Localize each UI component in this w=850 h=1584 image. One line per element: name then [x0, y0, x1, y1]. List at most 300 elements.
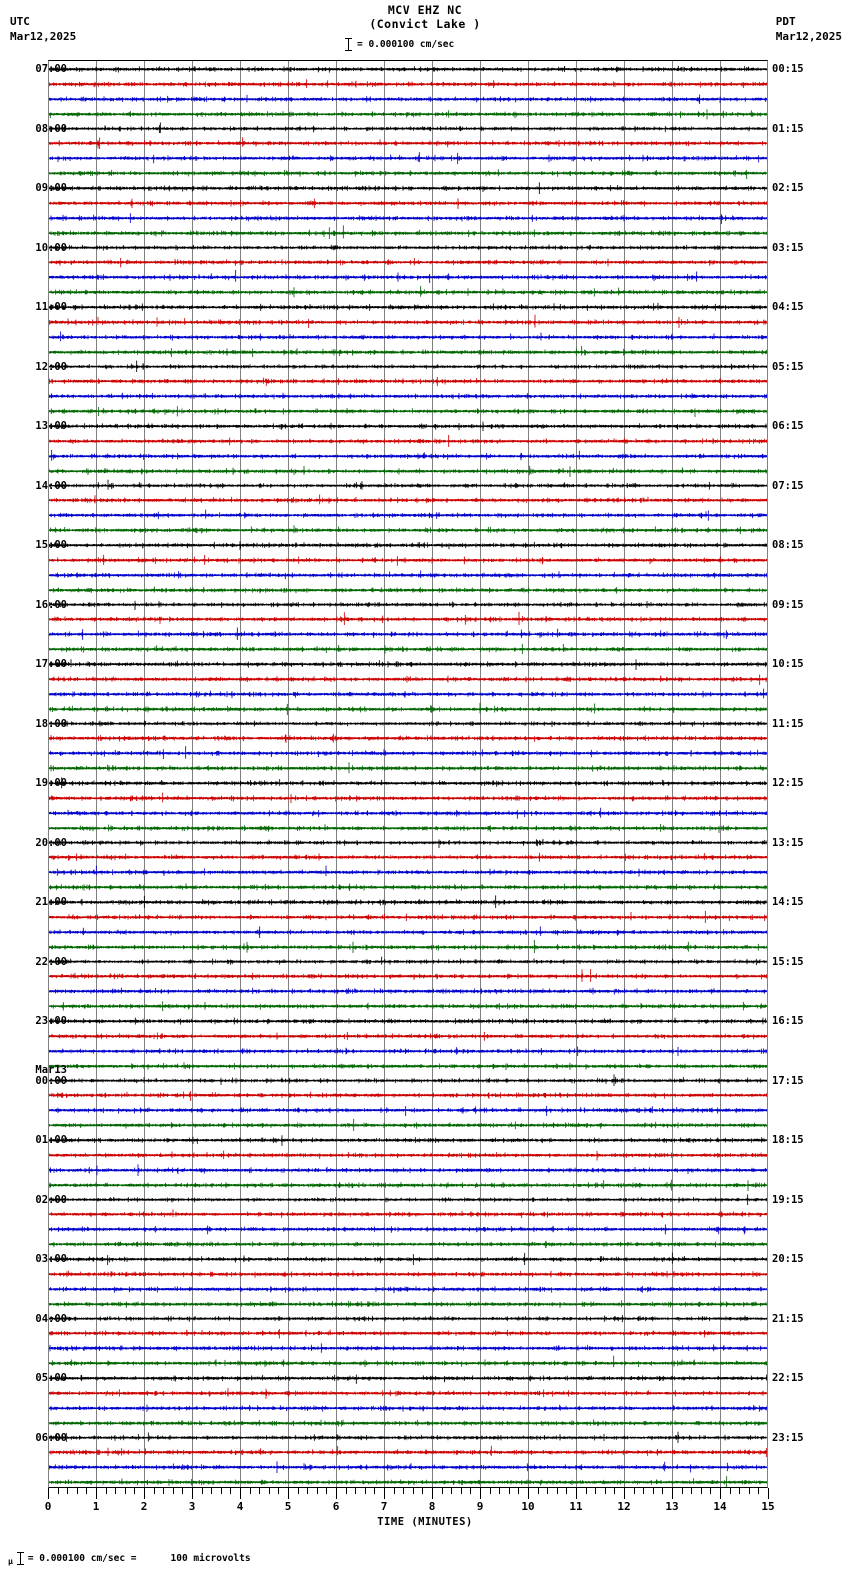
trace-canvas	[48, 1458, 768, 1473]
x-tick-major-10	[528, 1488, 529, 1499]
footer-scale-bar-icon	[17, 1552, 24, 1565]
trace-row-77	[48, 1205, 768, 1219]
x-tick-minor	[566, 1488, 567, 1494]
trace-canvas	[48, 1191, 768, 1206]
trace-canvas	[48, 551, 768, 566]
trace-row-69	[48, 1086, 768, 1100]
trace-canvas	[48, 1235, 768, 1250]
trace-row-55	[48, 878, 768, 892]
trace-row-17	[48, 313, 768, 327]
pdt-label-1115: 11:15	[772, 717, 804, 730]
x-tick-major-2	[144, 1488, 145, 1499]
x-tick-major-6	[336, 1488, 337, 1499]
pdt-label-0915: 09:15	[772, 598, 804, 611]
x-tick-minor	[614, 1488, 615, 1494]
header	[0, 0, 850, 56]
utc-label-1400: 14:00	[35, 479, 67, 492]
trace-canvas	[48, 566, 768, 581]
utc-label-0200: 02:00	[35, 1193, 67, 1206]
x-tick-minor	[701, 1488, 702, 1494]
trace-row-75	[48, 1176, 768, 1190]
x-tick-minor	[518, 1488, 519, 1494]
x-tick-minor	[451, 1488, 452, 1494]
trace-row-79	[48, 1235, 768, 1249]
trace-canvas	[48, 1295, 768, 1310]
x-tick-label-8: 8	[428, 1500, 436, 1513]
trace-canvas	[48, 75, 768, 90]
trace-canvas	[48, 224, 768, 239]
trace-row-14	[48, 268, 768, 282]
x-tick-minor	[643, 1488, 644, 1494]
x-tick-major-1	[96, 1488, 97, 1499]
utc-label-0500: 05:00	[35, 1372, 67, 1385]
trace-canvas	[48, 506, 768, 521]
pdt-label-0515: 05:15	[772, 360, 804, 373]
x-tick-minor	[173, 1488, 174, 1494]
trace-row-32	[48, 536, 768, 550]
trace-canvas	[48, 283, 768, 298]
x-tick-major-4	[240, 1488, 241, 1499]
utc-label-2000: 20:00	[35, 836, 67, 849]
x-tick-minor	[163, 1488, 164, 1494]
trace-row-28	[48, 477, 768, 491]
trace-canvas	[48, 387, 768, 402]
x-tick-minor	[67, 1488, 68, 1494]
x-tick-minor	[374, 1488, 375, 1494]
x-tick-minor	[710, 1488, 711, 1494]
pdt-label-1215: 12:15	[772, 777, 804, 790]
pdt-label-0815: 08:15	[772, 539, 804, 552]
trace-row-80	[48, 1250, 768, 1264]
trace-row-11	[48, 224, 768, 238]
trace-row-91	[48, 1414, 768, 1428]
utc-label-0600: 06:00	[35, 1431, 67, 1444]
trace-canvas	[48, 134, 768, 149]
x-tick-minor	[86, 1488, 87, 1494]
trace-row-85	[48, 1324, 768, 1338]
trace-row-2	[48, 90, 768, 104]
trace-canvas	[48, 536, 768, 551]
x-tick-label-7: 7	[380, 1500, 388, 1513]
trace-row-9	[48, 194, 768, 208]
x-tick-minor	[662, 1488, 663, 1494]
pdt-label-1615: 16:15	[772, 1015, 804, 1028]
pdt-label-0715: 07:15	[772, 479, 804, 492]
trace-canvas	[48, 105, 768, 120]
trace-canvas	[48, 863, 768, 878]
x-tick-major-3	[192, 1488, 193, 1499]
utc-label-1800: 18:00	[35, 717, 67, 730]
footer-text-b: 100 microvolts	[170, 1553, 251, 1564]
trace-canvas	[48, 1161, 768, 1176]
trace-canvas	[48, 789, 768, 804]
x-tick-minor	[307, 1488, 308, 1494]
x-tick-minor	[470, 1488, 471, 1494]
x-tick-label-4: 4	[236, 1500, 244, 1513]
trace-row-50	[48, 804, 768, 818]
trace-canvas	[48, 194, 768, 209]
trace-row-57	[48, 908, 768, 922]
trace-canvas	[48, 1220, 768, 1235]
x-tick-minor	[298, 1488, 299, 1494]
pdt-label-1015: 10:15	[772, 658, 804, 671]
pdt-label-1815: 18:15	[772, 1134, 804, 1147]
pdt-label-2315: 23:15	[772, 1431, 804, 1444]
utc-label-2100: 21:00	[35, 896, 67, 909]
trace-canvas	[48, 1399, 768, 1414]
x-tick-minor	[758, 1488, 759, 1494]
trace-canvas	[48, 521, 768, 536]
x-tick-label-14: 14	[713, 1500, 727, 1513]
trace-canvas	[48, 1101, 768, 1116]
utc-label-0100: 01:00	[35, 1134, 67, 1147]
x-tick-label-15: 15	[761, 1500, 775, 1513]
trace-row-36	[48, 596, 768, 610]
trace-row-43	[48, 700, 768, 714]
micro-symbol: μ	[8, 1557, 13, 1566]
x-tick-major-12	[624, 1488, 625, 1499]
trace-canvas	[48, 759, 768, 774]
x-tick-minor	[509, 1488, 510, 1494]
utc-date: Mar12,2025	[10, 30, 77, 43]
trace-row-29	[48, 491, 768, 505]
x-tick-major-7	[384, 1488, 385, 1499]
trace-canvas	[48, 209, 768, 224]
trace-canvas	[48, 1324, 768, 1339]
trace-canvas	[48, 878, 768, 893]
trace-canvas	[48, 1116, 768, 1131]
utc-label-1300: 13:00	[35, 420, 67, 433]
utc-label-0000: 00:00	[35, 1074, 67, 1087]
trace-canvas	[48, 417, 768, 432]
trace-canvas	[48, 1414, 768, 1429]
trace-canvas	[48, 938, 768, 953]
utc-label-0800: 08:00	[35, 122, 67, 135]
trace-row-74	[48, 1161, 768, 1175]
trace-row-4	[48, 120, 768, 134]
pdt-label-0415: 04:15	[772, 301, 804, 314]
x-tick-minor	[394, 1488, 395, 1494]
trace-canvas	[48, 982, 768, 997]
trace-canvas	[48, 1131, 768, 1146]
trace-canvas	[48, 491, 768, 506]
trace-row-67	[48, 1057, 768, 1071]
pdt-label-0015: 00:15	[772, 63, 804, 76]
trace-row-53	[48, 848, 768, 862]
trace-row-47	[48, 759, 768, 773]
x-tick-label-11: 11	[569, 1500, 583, 1513]
trace-row-44	[48, 715, 768, 729]
utc-label-1100: 11:00	[35, 301, 67, 314]
x-tick-minor	[365, 1488, 366, 1494]
x-tick-minor	[125, 1488, 126, 1494]
pdt-header	[776, 14, 842, 44]
trace-canvas	[48, 477, 768, 492]
trace-row-16	[48, 298, 768, 312]
x-tick-minor	[115, 1488, 116, 1494]
x-tick-minor	[403, 1488, 404, 1494]
trace-row-30	[48, 506, 768, 520]
trace-row-31	[48, 521, 768, 535]
station-header	[0, 3, 850, 31]
trace-canvas	[48, 848, 768, 863]
x-tick-minor	[538, 1488, 539, 1494]
trace-canvas	[48, 253, 768, 268]
trace-canvas	[48, 462, 768, 477]
x-tick-label-6: 6	[332, 1500, 340, 1513]
pdt-label-0615: 06:15	[772, 420, 804, 433]
x-tick-minor	[586, 1488, 587, 1494]
x-tick-minor	[250, 1488, 251, 1494]
pdt-label-2115: 21:15	[772, 1312, 804, 1325]
trace-canvas	[48, 923, 768, 938]
trace-canvas	[48, 164, 768, 179]
trace-row-1	[48, 75, 768, 89]
trace-canvas	[48, 120, 768, 135]
trace-canvas	[48, 1042, 768, 1057]
utc-label: UTC	[10, 15, 30, 28]
trace-row-54	[48, 863, 768, 877]
x-tick-minor	[605, 1488, 606, 1494]
trace-row-87	[48, 1354, 768, 1368]
trace-row-22	[48, 387, 768, 401]
trace-row-0	[48, 60, 768, 74]
x-tick-minor	[278, 1488, 279, 1494]
utc-label-1600: 16:00	[35, 598, 67, 611]
trace-row-27	[48, 462, 768, 476]
pdt-label: PDT	[775, 15, 796, 28]
trace-row-81	[48, 1265, 768, 1279]
trace-canvas	[48, 1072, 768, 1087]
utc-label-1700: 17:00	[35, 658, 67, 671]
x-tick-label-3: 3	[188, 1500, 196, 1513]
x-tick-major-14	[720, 1488, 721, 1499]
trace-canvas	[48, 625, 768, 640]
seismogram-plot[interactable]	[48, 60, 768, 1488]
trace-canvas	[48, 1027, 768, 1042]
station-subtitle: (Convict Lake )	[369, 17, 481, 31]
utc-label-1500: 15:00	[35, 539, 67, 552]
trace-row-37	[48, 610, 768, 624]
trace-canvas	[48, 581, 768, 596]
trace-canvas	[48, 328, 768, 343]
trace-canvas	[48, 700, 768, 715]
trace-canvas	[48, 1310, 768, 1325]
trace-row-65	[48, 1027, 768, 1041]
trace-canvas	[48, 893, 768, 908]
x-tick-minor	[634, 1488, 635, 1494]
trace-canvas	[48, 997, 768, 1012]
x-tick-minor	[211, 1488, 212, 1494]
trace-canvas	[48, 804, 768, 819]
utc-label-1000: 10:00	[35, 241, 67, 254]
trace-row-25	[48, 432, 768, 446]
trace-canvas	[48, 358, 768, 373]
x-tick-minor	[134, 1488, 135, 1494]
trace-canvas	[48, 819, 768, 834]
trace-row-13	[48, 253, 768, 267]
trace-canvas	[48, 447, 768, 462]
trace-canvas	[48, 343, 768, 358]
x-tick-minor	[317, 1488, 318, 1494]
trace-canvas	[48, 1265, 768, 1280]
trace-canvas	[48, 268, 768, 283]
utc-label-0400: 04:00	[35, 1312, 67, 1325]
trace-row-10	[48, 209, 768, 223]
x-tick-minor	[739, 1488, 740, 1494]
x-tick-minor	[346, 1488, 347, 1494]
x-tick-minor	[749, 1488, 750, 1494]
trace-row-93	[48, 1443, 768, 1457]
trace-row-88	[48, 1369, 768, 1383]
trace-row-84	[48, 1310, 768, 1324]
x-tick-major-8	[432, 1488, 433, 1499]
trace-row-41	[48, 670, 768, 684]
x-tick-major-0	[48, 1488, 49, 1499]
x-tick-minor	[595, 1488, 596, 1494]
pdt-label-2015: 20:15	[772, 1253, 804, 1266]
trace-row-92	[48, 1429, 768, 1443]
x-axis-title: TIME (MINUTES)	[377, 1516, 473, 1528]
trace-canvas	[48, 1354, 768, 1369]
trace-row-59	[48, 938, 768, 952]
x-tick-major-15	[768, 1488, 769, 1499]
trace-canvas	[48, 967, 768, 982]
trace-canvas	[48, 1369, 768, 1384]
utc-label-1900: 19:00	[35, 777, 67, 790]
trace-row-70	[48, 1101, 768, 1115]
x-tick-minor	[355, 1488, 356, 1494]
x-tick-label-9: 9	[476, 1500, 484, 1513]
trace-canvas	[48, 1250, 768, 1265]
x-tick-minor	[413, 1488, 414, 1494]
trace-row-95	[48, 1473, 768, 1487]
trace-canvas	[48, 372, 768, 387]
trace-row-15	[48, 283, 768, 297]
x-tick-label-2: 2	[140, 1500, 148, 1513]
x-tick-minor	[730, 1488, 731, 1494]
trace-canvas	[48, 1057, 768, 1072]
trace-row-64	[48, 1012, 768, 1026]
trace-row-46	[48, 744, 768, 758]
trace-row-76	[48, 1191, 768, 1205]
trace-row-49	[48, 789, 768, 803]
pdt-label-0115: 01:15	[772, 122, 804, 135]
x-tick-major-9	[480, 1488, 481, 1499]
trace-canvas	[48, 313, 768, 328]
trace-row-48	[48, 774, 768, 788]
x-tick-major-5	[288, 1488, 289, 1499]
x-tick-minor	[557, 1488, 558, 1494]
trace-row-82	[48, 1280, 768, 1294]
trace-canvas	[48, 715, 768, 730]
x-tick-minor	[269, 1488, 270, 1494]
trace-row-12	[48, 239, 768, 253]
trace-canvas	[48, 729, 768, 744]
x-tick-minor	[490, 1488, 491, 1494]
trace-canvas	[48, 774, 768, 789]
trace-row-19	[48, 343, 768, 357]
x-tick-minor	[691, 1488, 692, 1494]
x-tick-minor	[58, 1488, 59, 1494]
trace-row-68	[48, 1072, 768, 1086]
utc-label-2300: 23:00	[35, 1015, 67, 1028]
utc-label-2200: 22:00	[35, 955, 67, 968]
trace-canvas	[48, 298, 768, 313]
trace-row-71	[48, 1116, 768, 1130]
x-tick-minor	[202, 1488, 203, 1494]
trace-canvas	[48, 1443, 768, 1458]
pdt-label-1915: 19:15	[772, 1193, 804, 1206]
x-tick-minor	[682, 1488, 683, 1494]
trace-row-78	[48, 1220, 768, 1234]
trace-row-35	[48, 581, 768, 595]
trace-canvas	[48, 685, 768, 700]
trace-row-52	[48, 834, 768, 848]
trace-row-56	[48, 893, 768, 907]
trace-canvas	[48, 149, 768, 164]
trace-row-94	[48, 1458, 768, 1472]
utc-label-0700: 07:00	[35, 63, 67, 76]
scale-bar-icon	[345, 38, 352, 51]
pdt-label-1715: 17:15	[772, 1074, 804, 1087]
x-tick-label-12: 12	[617, 1500, 631, 1513]
trace-row-60	[48, 953, 768, 967]
trace-canvas	[48, 596, 768, 611]
trace-row-24	[48, 417, 768, 431]
trace-row-90	[48, 1399, 768, 1413]
trace-row-3	[48, 105, 768, 119]
x-tick-label-1: 1	[92, 1500, 100, 1513]
trace-canvas	[48, 1429, 768, 1444]
trace-canvas	[48, 670, 768, 685]
trace-canvas	[48, 432, 768, 447]
trace-row-7	[48, 164, 768, 178]
pdt-label-1315: 13:15	[772, 836, 804, 849]
trace-canvas	[48, 640, 768, 655]
trace-row-26	[48, 447, 768, 461]
trace-row-89	[48, 1384, 768, 1398]
pdt-label-0215: 02:15	[772, 182, 804, 195]
trace-row-6	[48, 149, 768, 163]
x-tick-minor	[182, 1488, 183, 1494]
x-tick-minor	[77, 1488, 78, 1494]
trace-row-83	[48, 1295, 768, 1309]
x-tick-minor	[653, 1488, 654, 1494]
x-tick-minor	[230, 1488, 231, 1494]
x-tick-label-10: 10	[521, 1500, 535, 1513]
trace-row-21	[48, 372, 768, 386]
x-tick-major-13	[672, 1488, 673, 1499]
trace-canvas	[48, 1339, 768, 1354]
x-tick-minor	[106, 1488, 107, 1494]
trace-canvas	[48, 610, 768, 625]
utc-label-Mar13: Mar13	[35, 1063, 67, 1076]
scale-reference-text: = 0.000100 cm/sec	[357, 39, 455, 50]
x-tick-label-5: 5	[284, 1500, 292, 1513]
trace-row-42	[48, 685, 768, 699]
trace-canvas	[48, 1176, 768, 1191]
trace-row-33	[48, 551, 768, 565]
trace-row-45	[48, 729, 768, 743]
trace-canvas	[48, 60, 768, 75]
x-tick-minor	[442, 1488, 443, 1494]
trace-canvas	[48, 655, 768, 670]
utc-label-1200: 12:00	[35, 360, 67, 373]
x-tick-minor	[499, 1488, 500, 1494]
trace-canvas	[48, 1086, 768, 1101]
trace-canvas	[48, 90, 768, 105]
